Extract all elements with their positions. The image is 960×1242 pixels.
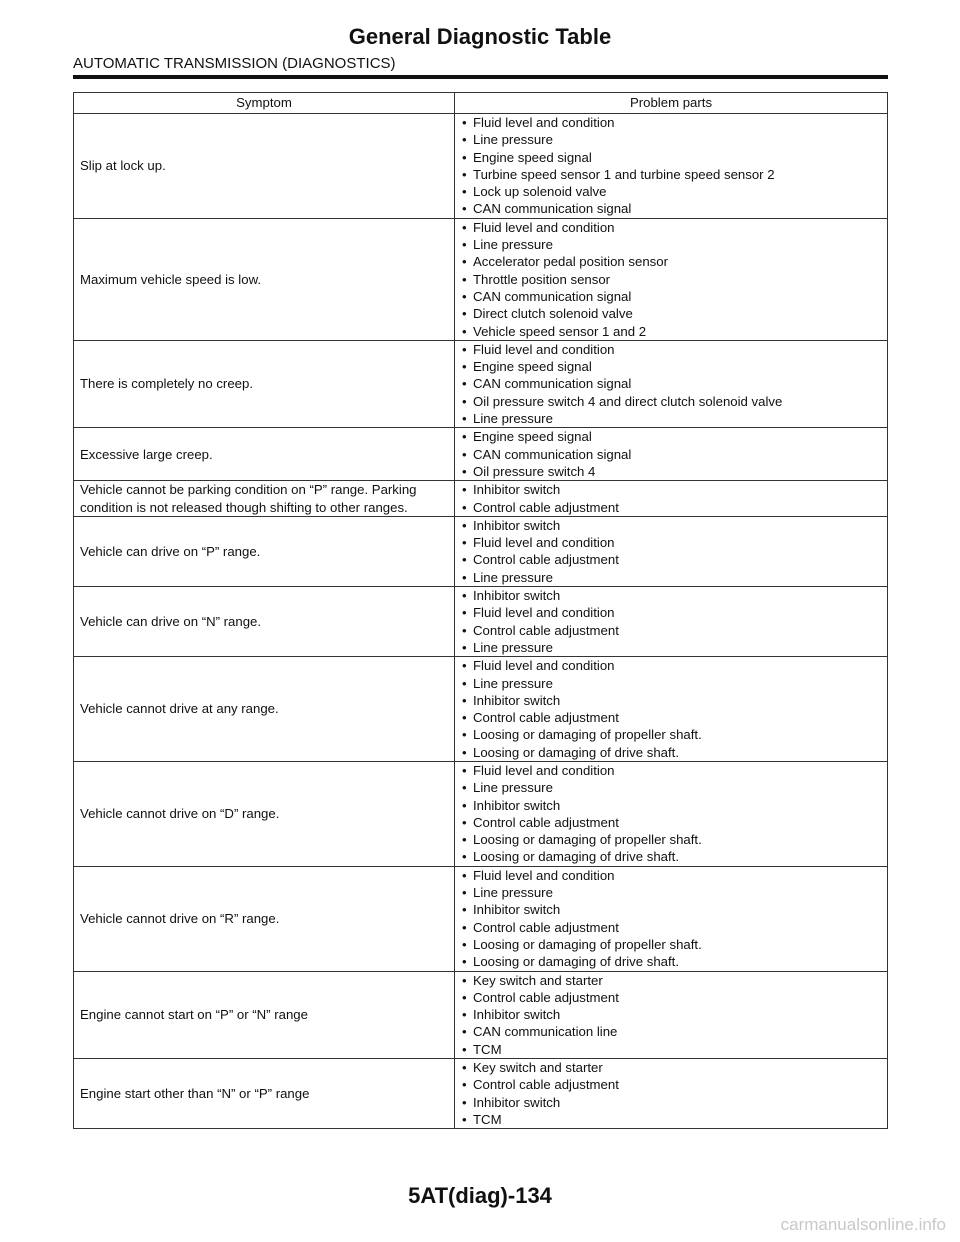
symptom-cell: Engine start other than “N” or “P” range	[74, 1059, 455, 1129]
problem-parts-cell	[455, 114, 888, 219]
problem-part-item: • Control cable adjustment	[461, 989, 881, 1006]
problem-part-item: • TCM	[461, 1111, 881, 1128]
problem-parts-list	[461, 867, 881, 971]
table-row	[74, 657, 888, 762]
problem-part-item: • Engine speed signal	[461, 358, 881, 375]
problem-part-item: • Inhibitor switch	[461, 1006, 881, 1023]
problem-parts-cell	[455, 761, 888, 866]
problem-part-item: • Line pressure	[461, 236, 881, 253]
symptom-cell: Vehicle cannot drive at any range.	[74, 657, 455, 762]
problem-part-item: • Fluid level and condition	[461, 114, 881, 131]
problem-parts-list	[461, 428, 881, 480]
problem-part-item: • Line pressure	[461, 410, 881, 427]
problem-part-item: • Fluid level and condition	[461, 219, 881, 236]
problem-part-item: • Oil pressure switch 4	[461, 463, 881, 480]
symptom-cell: Vehicle can drive on “P” range.	[74, 516, 455, 586]
problem-part-item: • Key switch and starter	[461, 972, 881, 989]
problem-part-item: • Oil pressure switch 4 and direct clutch solenoid valve	[461, 393, 881, 410]
table-row	[74, 481, 888, 517]
problem-part-item: • Line pressure	[461, 779, 881, 796]
table-body	[74, 114, 888, 1129]
problem-part-item: • Control cable adjustment	[461, 622, 881, 639]
symptom-cell: Maximum vehicle speed is low.	[74, 218, 455, 340]
problem-parts-list	[461, 657, 881, 761]
problem-part-item: • Fluid level and condition	[461, 762, 881, 779]
symptom-cell: Engine cannot start on “P” or “N” range	[74, 971, 455, 1058]
symptom-cell: There is completely no creep.	[74, 340, 455, 427]
table-row	[74, 866, 888, 971]
problem-part-item: • TCM	[461, 1041, 881, 1058]
problem-part-item: • Fluid level and condition	[461, 341, 881, 358]
problem-part-item: • Loosing or damaging of propeller shaft.	[461, 726, 881, 743]
table-row	[74, 428, 888, 481]
problem-part-item: • Loosing or damaging of propeller shaft.	[461, 936, 881, 953]
problem-part-item: • CAN communication signal	[461, 375, 881, 392]
problem-parts-list	[461, 481, 881, 516]
problem-part-item: • Line pressure	[461, 639, 881, 656]
table-header-row	[74, 93, 888, 114]
problem-part-item: • Throttle position sensor	[461, 271, 881, 288]
problem-part-item: • Inhibitor switch	[461, 1094, 881, 1111]
problem-part-item: • Control cable adjustment	[461, 709, 881, 726]
problem-part-item: • Engine speed signal	[461, 428, 881, 445]
problem-part-item: • Key switch and starter	[461, 1059, 881, 1076]
problem-part-item: • Line pressure	[461, 131, 881, 148]
table-row	[74, 587, 888, 657]
problem-parts-cell	[455, 218, 888, 340]
problem-part-item: • Line pressure	[461, 884, 881, 901]
problem-part-item: • Control cable adjustment	[461, 919, 881, 936]
problem-parts-cell	[455, 1059, 888, 1129]
problem-part-item: • CAN communication signal	[461, 288, 881, 305]
problem-parts-list	[461, 341, 881, 427]
table-row	[74, 218, 888, 340]
problem-part-item: • Control cable adjustment	[461, 499, 881, 516]
symptom-cell: Excessive large creep.	[74, 428, 455, 481]
problem-part-item: • Inhibitor switch	[461, 587, 881, 604]
problem-part-item: • Line pressure	[461, 569, 881, 586]
problem-parts-cell	[455, 481, 888, 517]
problem-parts-cell	[455, 587, 888, 657]
problem-part-item: • Control cable adjustment	[461, 814, 881, 831]
section-subtitle: AUTOMATIC TRANSMISSION (DIAGNOSTICS)	[73, 55, 396, 72]
problem-part-item: • Lock up solenoid valve	[461, 183, 881, 200]
table-row	[74, 761, 888, 866]
problem-part-item: • Control cable adjustment	[461, 551, 881, 568]
table-row	[74, 340, 888, 427]
problem-part-item: • Inhibitor switch	[461, 517, 881, 534]
problem-part-item: • Loosing or damaging of drive shaft.	[461, 848, 881, 865]
problem-parts-list	[461, 762, 881, 866]
problem-part-item: • Fluid level and condition	[461, 657, 881, 674]
problem-part-item: • Fluid level and condition	[461, 867, 881, 884]
problem-part-item: • Fluid level and condition	[461, 604, 881, 621]
problem-parts-list	[461, 219, 881, 340]
problem-parts-cell	[455, 971, 888, 1058]
problem-parts-list	[461, 972, 881, 1058]
problem-part-item: • Inhibitor switch	[461, 692, 881, 709]
problem-part-item: • Engine speed signal	[461, 149, 881, 166]
problem-parts-cell	[455, 866, 888, 971]
symptom-column-header: Symptom	[74, 93, 455, 114]
problem-parts-cell	[455, 516, 888, 586]
problem-parts-list	[461, 1059, 881, 1128]
problem-parts-column-header: Problem parts	[455, 93, 888, 114]
problem-part-item: • Loosing or damaging of drive shaft.	[461, 744, 881, 761]
symptom-cell: Vehicle can drive on “N” range.	[74, 587, 455, 657]
problem-parts-list	[461, 587, 881, 656]
problem-parts-cell	[455, 657, 888, 762]
problem-part-item: • Control cable adjustment	[461, 1076, 881, 1093]
problem-parts-cell	[455, 340, 888, 427]
problem-part-item: • Accelerator pedal position sensor	[461, 253, 881, 270]
problem-part-item: • CAN communication line	[461, 1023, 881, 1040]
problem-parts-cell	[455, 428, 888, 481]
symptom-cell: Vehicle cannot be parking condition on “P” range. Parking condition is not released though shifting to other ranges.	[74, 481, 455, 517]
problem-part-item: • Inhibitor switch	[461, 481, 881, 498]
problem-part-item: • Inhibitor switch	[461, 797, 881, 814]
watermark[interactable]: carmanualsonline.info	[780, 1215, 946, 1234]
symptom-cell: Vehicle cannot drive on “R” range.	[74, 866, 455, 971]
page-number: 5AT(diag)-134	[408, 1183, 552, 1208]
problem-part-item: • Line pressure	[461, 675, 881, 692]
diagnostic-table	[73, 92, 888, 1129]
header-rule	[73, 75, 888, 79]
problem-part-item: • Turbine speed sensor 1 and turbine speed sensor 2	[461, 166, 881, 183]
problem-part-item: • CAN communication signal	[461, 200, 881, 217]
problem-parts-list	[461, 517, 881, 586]
problem-part-item: • Direct clutch solenoid valve	[461, 305, 881, 322]
problem-part-item: • Loosing or damaging of drive shaft.	[461, 953, 881, 970]
problem-parts-list	[461, 114, 881, 218]
problem-part-item: • Loosing or damaging of propeller shaft.	[461, 831, 881, 848]
table-row	[74, 971, 888, 1058]
symptom-cell: Vehicle cannot drive on “D” range.	[74, 761, 455, 866]
table-row	[74, 516, 888, 586]
page-title: General Diagnostic Table	[348, 24, 612, 49]
table-row	[74, 1059, 888, 1129]
problem-part-item: • Vehicle speed sensor 1 and 2	[461, 323, 881, 340]
problem-part-item: • Fluid level and condition	[461, 534, 881, 551]
table-row	[74, 114, 888, 219]
problem-part-item: • CAN communication signal	[461, 446, 881, 463]
symptom-cell: Slip at lock up.	[74, 114, 455, 219]
problem-part-item: • Inhibitor switch	[461, 901, 881, 918]
